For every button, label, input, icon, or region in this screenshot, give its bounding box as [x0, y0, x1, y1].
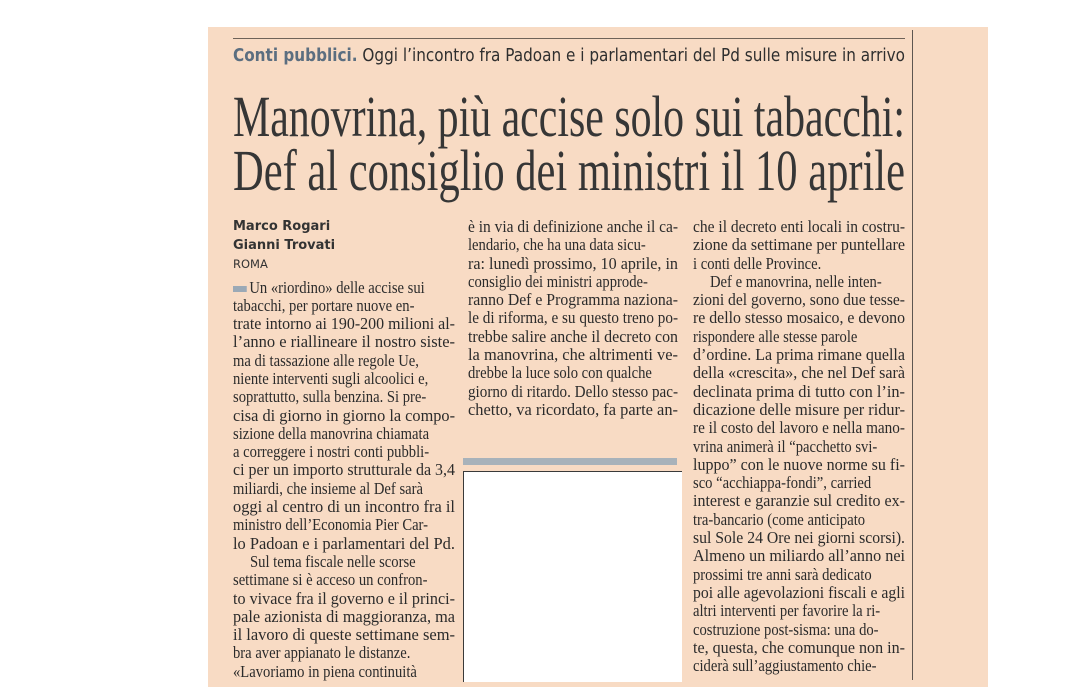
- text-line-content: [693, 255, 821, 273]
- photo-placeholder: [463, 471, 682, 682]
- text-line: [693, 419, 905, 437]
- dateline: ROMA: [233, 257, 268, 271]
- text: lo Padoan e i parlamentari del Pd.: [233, 533, 455, 553]
- text-line-content: [693, 529, 905, 547]
- text-line: [693, 657, 905, 675]
- text: ministro dell’Economia Pier Car-: [233, 515, 429, 535]
- text-line: [693, 511, 905, 529]
- article-column-2: [468, 218, 678, 419]
- text-line-content: [233, 297, 414, 315]
- text: lendario, che ha una data sicu-: [468, 235, 646, 255]
- text-line: [468, 383, 678, 401]
- text-line-content: [250, 553, 416, 571]
- text: drebbe la luce solo con qualche: [468, 363, 652, 383]
- text-line-content: [233, 370, 428, 388]
- author: Gianni Trovati: [233, 237, 336, 253]
- text: poi alle agevolazioni fiscali e agli: [693, 582, 905, 602]
- text-line: [693, 218, 905, 236]
- text-line-content: [233, 443, 429, 461]
- text: giorno di ritardo. Dello stesso pac-: [468, 381, 678, 401]
- text-line-content: [233, 315, 455, 333]
- headline-text: Def al consiglio dei ministri il 10 aprile: [233, 138, 905, 203]
- text: altri interventi per favorire la ri-: [693, 601, 881, 621]
- text-line: [233, 425, 455, 443]
- text-line-content: [233, 535, 455, 553]
- text-line: [468, 273, 678, 291]
- text-line: [233, 370, 455, 388]
- text-line-content: [693, 566, 872, 584]
- text-line-content: [693, 309, 905, 327]
- text-line-content: [468, 291, 678, 309]
- text-line-content: [693, 474, 871, 492]
- text-line: [233, 516, 455, 534]
- text-line-content: [233, 333, 455, 351]
- text-line: [693, 255, 905, 273]
- text: cisa di giorno in giorno la compo-: [233, 405, 455, 425]
- text: re dello stesso mosaico, e devono: [693, 308, 905, 328]
- text-line-content: [233, 571, 427, 589]
- text-line: [693, 639, 905, 657]
- text-line: [693, 438, 905, 456]
- text-line-content: [233, 279, 425, 297]
- text-line: [693, 309, 905, 327]
- text-line: [693, 346, 905, 364]
- text-line-content: [468, 218, 678, 236]
- text-line-content: [233, 608, 455, 626]
- text-line: [233, 571, 455, 589]
- text-line: [233, 461, 455, 479]
- text-line-content: [468, 328, 678, 346]
- text-line: [233, 498, 455, 516]
- text-line-content: [693, 419, 905, 437]
- column-rule: [912, 30, 913, 680]
- text: chetto, va ricordato, fa parte an-: [468, 399, 678, 419]
- text: dicazione delle misure per ridur-: [693, 399, 905, 419]
- text-line: [233, 644, 455, 662]
- text: niente interventi sugli alcoolici e,: [233, 368, 429, 388]
- text-line: [233, 443, 455, 461]
- text-line-content: [693, 218, 905, 236]
- text: sco “acchiappa-fondi”, carried: [693, 473, 872, 493]
- text-line: [693, 401, 905, 419]
- text: te, questa, che comunque non in-: [693, 637, 905, 657]
- text: soprattutto, sulla benzina. Si pre-: [233, 387, 427, 407]
- text: interest e garanzie sul credito ex-: [693, 491, 905, 511]
- text: il lavoro di queste settimane sem-: [233, 625, 455, 645]
- kicker: [233, 44, 905, 68]
- text-line-content: [233, 352, 419, 370]
- text-line-content: [468, 364, 652, 382]
- text-line-content: [468, 273, 648, 291]
- column-body: [233, 279, 455, 682]
- text: rispondere alle stesse parole: [693, 326, 858, 346]
- text: zioni del governo, sono due tesse-: [693, 290, 905, 310]
- text-line-content: [693, 364, 905, 382]
- text: zione da settimane per puntellare: [693, 235, 905, 255]
- photo-header-bar: [463, 458, 677, 465]
- text: è in via di definizione anche il ca-: [468, 217, 678, 236]
- text: sizione della manovrina chiamata: [233, 423, 430, 443]
- text-line: [468, 236, 678, 254]
- text: trebbe salire anche il decreto con: [468, 326, 678, 346]
- headline-text: Manovrina, più accise solo sui tabacchi:: [233, 84, 905, 149]
- text: miliardi, che insieme al Def sarà: [233, 478, 423, 498]
- headline-line-2: [233, 138, 905, 203]
- text-line: [233, 663, 455, 681]
- text-line: [693, 474, 905, 492]
- text-line-content: [233, 626, 455, 644]
- text-line: [233, 297, 455, 315]
- text-line: [693, 236, 905, 254]
- text: declinata prima di tutto con l’in-: [693, 381, 905, 401]
- text-line-content: [233, 498, 455, 516]
- text-line-content: [468, 401, 678, 419]
- text: che il decreto enti locali in costru-: [693, 217, 905, 236]
- text-line: [468, 346, 678, 364]
- text: prossimi tre anni sarà dedicato: [693, 564, 872, 584]
- column-body: [693, 218, 905, 675]
- text-line-content: [233, 644, 410, 662]
- text-line: [468, 364, 678, 382]
- text-line-content: [468, 255, 678, 273]
- text-line: [468, 328, 678, 346]
- text-line-content: [693, 639, 905, 657]
- text: costruzione post-sisma: una do-: [693, 619, 879, 639]
- text-line-content: [693, 328, 857, 346]
- text-line: [233, 279, 455, 297]
- text-line-content: [468, 383, 678, 401]
- text-line-content: [693, 547, 905, 565]
- text-line: [233, 407, 455, 425]
- text-line: [693, 602, 905, 620]
- text: pale azionista di maggioranza, ma: [233, 606, 455, 626]
- text: bra aver appianato le distanze.: [233, 643, 411, 663]
- column-body: [468, 218, 678, 419]
- text-line: [468, 291, 678, 309]
- text-line-content: [693, 401, 905, 419]
- text: tabacchi, per portare nuove en-: [233, 295, 415, 315]
- text-line: [233, 626, 455, 644]
- kicker-label: Conti pubblici.: [233, 45, 358, 66]
- text: i conti delle Province.: [693, 253, 822, 273]
- text-line: [693, 621, 905, 639]
- text-line: [693, 328, 905, 346]
- text-line-content: [693, 657, 877, 675]
- lead-marker-icon: [233, 286, 247, 292]
- text: oggi al centro di un incontro fra il: [233, 497, 455, 517]
- text: della «crescita», che nel Def sarà: [693, 363, 905, 383]
- text-line: [693, 383, 905, 401]
- text: tra-bancario (come anticipato: [693, 509, 866, 529]
- text: ci per un importo strutturale da 3,4: [233, 460, 455, 480]
- text: luppo” con le nuove norme su fi-: [693, 454, 905, 474]
- text-line: [693, 456, 905, 474]
- text: to vivace fra il governo e il princi-: [233, 588, 455, 608]
- text-line: [233, 553, 455, 571]
- text: d’ordine. La prima rimane quella: [693, 345, 905, 365]
- text-line-content: [693, 438, 877, 456]
- kicker-line: [233, 44, 905, 68]
- text-line: [233, 352, 455, 370]
- text-line-content: [693, 602, 880, 620]
- text: Def e manovrina, nelle inten-: [710, 271, 882, 291]
- article-column-1: [233, 218, 455, 681]
- text-line: [233, 333, 455, 351]
- text-line-content: [693, 492, 905, 510]
- text: settimane si è acceso un confron-: [233, 570, 428, 590]
- text-line-content: [468, 346, 678, 364]
- text-line: [693, 273, 905, 291]
- text-line-content: [233, 425, 429, 443]
- author: Marco Rogari: [233, 219, 331, 234]
- text: trate intorno ai 190-200 milioni al-: [233, 314, 455, 334]
- text-line-content: [693, 456, 905, 474]
- text-line: [233, 608, 455, 626]
- text-line: [693, 364, 905, 382]
- text-line-content: [693, 511, 865, 529]
- text-line: [233, 535, 455, 553]
- text-line-content: [693, 236, 905, 254]
- text-line: [468, 218, 678, 236]
- text: Almeno un miliardo all’anno nei: [693, 546, 905, 566]
- text: re il costo del lavoro e nella mano-: [693, 418, 905, 438]
- text-line: [693, 547, 905, 565]
- text: «Lavoriamo in piena continuità: [233, 661, 417, 681]
- text: l’anno e riallineare il nostro siste-: [233, 332, 455, 352]
- text-line-content: [233, 461, 455, 479]
- text-line: [693, 291, 905, 309]
- text-line: [693, 566, 905, 584]
- text: le di riforma, e su questo treno po-: [468, 308, 678, 328]
- text-line-content: [693, 346, 905, 364]
- text-line-content: [233, 516, 428, 534]
- text-line: [468, 401, 678, 419]
- text-line: [233, 315, 455, 333]
- text-line: [468, 309, 678, 327]
- text-line: [233, 480, 455, 498]
- text-line-content: [710, 273, 882, 291]
- text-line-content: [233, 663, 417, 681]
- text: ma di tassazione alle regole Ue,: [233, 350, 419, 370]
- text-line-content: [693, 584, 905, 602]
- text-line: [468, 255, 678, 273]
- text: consiglio dei ministri approde-: [468, 271, 648, 291]
- text: ranno Def e Programma naziona-: [468, 290, 678, 310]
- text-line: [693, 492, 905, 510]
- text-line: [693, 584, 905, 602]
- text-line-content: [693, 383, 905, 401]
- text-line-content: [468, 309, 678, 327]
- text: la manovrina, che altrimenti ve-: [468, 345, 678, 365]
- text-line: [233, 590, 455, 608]
- text-line-content: [233, 407, 455, 425]
- text: ciderà sull’aggiustamento chie-: [693, 656, 877, 676]
- text: ra: lunedì prossimo, 10 aprile, in: [468, 253, 678, 273]
- text: sul Sole 24 Ore nei giorni scorsi).: [693, 528, 905, 548]
- text-line: [693, 529, 905, 547]
- text-line-content: [693, 291, 905, 309]
- article-column-3: [693, 218, 905, 675]
- kicker-text: Oggi l’incontro fra Padoan e i parlamentari del Pd sulle misure in arrivo: [362, 45, 905, 66]
- text-line-content: [693, 621, 879, 639]
- text: a correggere i nostri conti pubbli-: [233, 442, 430, 462]
- text-line-content: [233, 480, 423, 498]
- top-rule: [233, 38, 905, 39]
- text-line: [233, 388, 455, 406]
- text-line-content: [468, 236, 646, 254]
- text-line-content: [233, 590, 455, 608]
- text: vrina animerà il “pacchetto svi-: [693, 436, 878, 456]
- text: Sul tema fiscale nelle scorse: [250, 551, 416, 571]
- text-line-content: [233, 388, 426, 406]
- text: Un «riordino» delle accise sui: [249, 277, 425, 297]
